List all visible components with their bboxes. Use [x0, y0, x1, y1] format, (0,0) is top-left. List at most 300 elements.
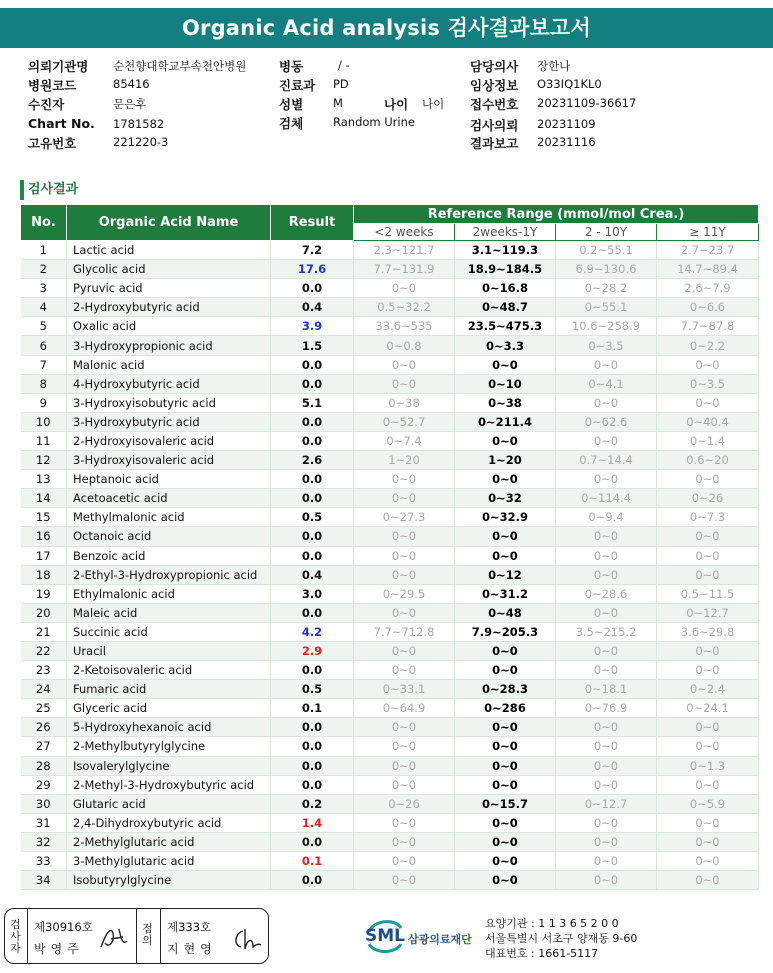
range-11y-plus: 0~0	[657, 641, 759, 660]
result-value: 0.1	[271, 852, 354, 871]
range-under-2-weeks: 0~0	[354, 813, 455, 832]
table-row	[21, 489, 759, 508]
table-row	[21, 871, 759, 890]
acid-name: Glycolic acid	[67, 260, 271, 279]
range-11y-plus: 0~0	[657, 546, 759, 565]
table-row	[21, 622, 759, 641]
acid-name: Acetoacetic acid	[67, 489, 271, 508]
header-range: <2 weeks	[354, 224, 455, 241]
range-under-2-weeks: 0~52.7	[354, 412, 455, 431]
range-2weeks-1y: 0~10	[455, 374, 556, 393]
range-11y-plus: 0~0	[657, 775, 759, 794]
result-value: 0.0	[271, 718, 354, 737]
row-no: 1	[21, 241, 67, 260]
range-under-2-weeks: 0~0	[354, 832, 455, 851]
range-2-10y: 10.6~258.9	[556, 317, 657, 336]
org-phone: 대표번호 : 1661-5117	[485, 947, 599, 960]
row-no: 21	[21, 622, 67, 641]
range-2-10y: 0~0	[556, 393, 657, 412]
range-under-2-weeks: 0~0	[354, 737, 455, 756]
row-no: 18	[21, 565, 67, 584]
range-under-2-weeks: 0~0	[354, 527, 455, 546]
range-under-2-weeks: 0~0	[354, 661, 455, 680]
section-title: 검사결과	[20, 180, 78, 200]
acid-name: Pyruvic acid	[67, 279, 271, 298]
result-value: 0.0	[271, 431, 354, 450]
range-2weeks-1y: 0~0	[455, 756, 556, 775]
range-2-10y: 0~0	[556, 470, 657, 489]
row-no: 34	[21, 871, 67, 890]
range-under-2-weeks: 0~0	[354, 871, 455, 890]
result-value: 3.0	[271, 584, 354, 603]
row-no: 6	[21, 336, 67, 355]
row-no: 33	[21, 852, 67, 871]
range-11y-plus: 0~0	[657, 813, 759, 832]
range-2-10y: 0~18.1	[556, 680, 657, 699]
acid-name: 2-Methylbutyrylglycine	[67, 737, 271, 756]
table-row	[21, 546, 759, 565]
info-value: 20231109-36617	[537, 96, 637, 110]
acid-name: Oxalic acid	[67, 317, 271, 336]
range-2weeks-1y: 0~32	[455, 489, 556, 508]
range-2weeks-1y: 0~31.2	[455, 584, 556, 603]
range-2weeks-1y: 0~0	[455, 775, 556, 794]
range-11y-plus: 0~7.3	[657, 508, 759, 527]
table-row	[21, 260, 759, 279]
range-2-10y: 0~0	[556, 527, 657, 546]
range-2-10y: 0~28.2	[556, 279, 657, 298]
range-2weeks-1y: 0~16.8	[455, 279, 556, 298]
result-value: 0.0	[271, 832, 354, 851]
row-no: 3	[21, 279, 67, 298]
range-2weeks-1y: 0~3.3	[455, 336, 556, 355]
range-11y-plus: 0~26	[657, 489, 759, 508]
range-2weeks-1y: 23.5~475.3	[455, 317, 556, 336]
row-no: 10	[21, 412, 67, 431]
range-2weeks-1y: 0~48.7	[455, 298, 556, 317]
acid-name: 2-Methyl-3-Hydroxybutyric acid	[67, 775, 271, 794]
range-11y-plus: 2.6~7.9	[657, 279, 759, 298]
acid-name: 3-Hydroxypropionic acid	[67, 336, 271, 355]
range-under-2-weeks: 0~26	[354, 794, 455, 813]
result-value: 2.9	[271, 641, 354, 660]
org-contact	[485, 916, 637, 961]
info-label: 고유번호	[28, 136, 77, 151]
table-row	[21, 565, 759, 584]
result-value: 0.0	[271, 470, 354, 489]
info-label: 담당의사	[470, 59, 519, 74]
acid-name: Fumaric acid	[67, 680, 271, 699]
range-under-2-weeks: 0~27.3	[354, 508, 455, 527]
org-address: 서울특별시 서초구 양재동 9-60	[485, 932, 638, 945]
range-2weeks-1y: 0~38	[455, 393, 556, 412]
result-value: 5.1	[271, 393, 354, 412]
header-range: 2 - 10Y	[556, 224, 657, 241]
info-label: 검사의뢰	[470, 118, 519, 133]
range-2-10y: 0~0	[556, 355, 657, 374]
info-label: 진료과	[279, 78, 316, 93]
info-value: 순천향대학교부속천안병원	[113, 59, 247, 73]
range-2weeks-1y: 0~0	[455, 355, 556, 374]
result-value: 0.0	[271, 775, 354, 794]
result-value: 0.0	[271, 412, 354, 431]
acid-name: Octanoic acid	[67, 527, 271, 546]
row-no: 14	[21, 489, 67, 508]
result-value: 0.5	[271, 680, 354, 699]
approver-license: 제333호	[167, 920, 212, 934]
range-under-2-weeks: 0~0	[354, 603, 455, 622]
info-value: 20231116	[537, 135, 596, 149]
table-row	[21, 451, 759, 470]
acid-name: Ethylmalonic acid	[67, 584, 271, 603]
range-2weeks-1y: 3.1~119.3	[455, 241, 556, 260]
results-table	[20, 204, 759, 890]
range-under-2-weeks: 0~38	[354, 393, 455, 412]
range-11y-plus: 0~0	[657, 393, 759, 412]
examiner-signature	[97, 923, 133, 953]
range-11y-plus: 0~0	[657, 737, 759, 756]
row-no: 22	[21, 641, 67, 660]
approver-label: 점의	[142, 922, 153, 947]
range-11y-plus: 7.7~87.8	[657, 317, 759, 336]
acid-name: 2-Hydroxyisovaleric acid	[67, 431, 271, 450]
result-value: 0.4	[271, 565, 354, 584]
table-row	[21, 813, 759, 832]
range-under-2-weeks: 7.7~131.9	[354, 260, 455, 279]
acid-name: Benzoic acid	[67, 546, 271, 565]
range-2weeks-1y: 0~0	[455, 718, 556, 737]
info-value: 85416	[113, 77, 150, 91]
row-no: 28	[21, 756, 67, 775]
range-11y-plus: 0~40.4	[657, 412, 759, 431]
range-under-2-weeks: 0~0	[354, 489, 455, 508]
acid-name: 2,4-Dihydroxybutyric acid	[67, 813, 271, 832]
range-11y-plus: 3.6~29.8	[657, 622, 759, 641]
report-title: Organic Acid analysis 검사결과보고서	[0, 8, 773, 48]
info-label: 수진자	[28, 97, 65, 112]
acid-name: Lactic acid	[67, 241, 271, 260]
range-2weeks-1y: 0~0	[455, 641, 556, 660]
acid-name: Methylmalonic acid	[67, 508, 271, 527]
result-value: 0.1	[271, 699, 354, 718]
row-no: 2	[21, 260, 67, 279]
range-2-10y: 0~0	[556, 431, 657, 450]
acid-name: Heptanoic acid	[67, 470, 271, 489]
range-under-2-weeks: 0~0	[354, 718, 455, 737]
examiner-license: 제30916호	[34, 920, 93, 934]
row-no: 24	[21, 680, 67, 699]
range-2weeks-1y: 0~0	[455, 527, 556, 546]
table-row	[21, 794, 759, 813]
result-value: 0.0	[271, 737, 354, 756]
info-label: 접수번호	[470, 97, 519, 112]
range-2-10y: 0.2~55.1	[556, 241, 657, 260]
result-value: 1.5	[271, 336, 354, 355]
range-11y-plus: 0.6~20	[657, 451, 759, 470]
table-row	[21, 431, 759, 450]
range-2-10y: 0~0	[556, 718, 657, 737]
range-under-2-weeks: 0~7.4	[354, 431, 455, 450]
result-value: 17.6	[271, 260, 354, 279]
row-no: 11	[21, 431, 67, 450]
range-under-2-weeks: 1~20	[354, 451, 455, 470]
range-2weeks-1y: 0~28.3	[455, 680, 556, 699]
result-value: 0.0	[271, 527, 354, 546]
header-no: No.	[21, 205, 67, 241]
table-row	[21, 527, 759, 546]
range-11y-plus: 0~1.3	[657, 756, 759, 775]
info-label: 의뢰기관명	[28, 59, 89, 74]
range-under-2-weeks: 7.7~712.8	[354, 622, 455, 641]
age-label: 나이	[384, 97, 409, 112]
acid-name: Succinic acid	[67, 622, 271, 641]
range-2-10y: 0~0	[556, 641, 657, 660]
range-2-10y: 0~0	[556, 661, 657, 680]
info-value: Random Urine	[333, 115, 415, 129]
acid-name: Glyceric acid	[67, 699, 271, 718]
table-row	[21, 298, 759, 317]
row-no: 8	[21, 374, 67, 393]
range-under-2-weeks: 0~0.8	[354, 336, 455, 355]
table-row	[21, 584, 759, 603]
range-11y-plus: 0~1.4	[657, 431, 759, 450]
range-2-10y: 0~0	[556, 775, 657, 794]
range-2weeks-1y: 0~211.4	[455, 412, 556, 431]
range-under-2-weeks: 0~0	[354, 374, 455, 393]
result-value: 2.6	[271, 451, 354, 470]
table-row	[21, 737, 759, 756]
row-no: 7	[21, 355, 67, 374]
range-under-2-weeks: 0~0	[354, 546, 455, 565]
range-11y-plus: 0~12.7	[657, 603, 759, 622]
patient-info	[0, 0, 773, 170]
info-label: 성별	[279, 97, 304, 112]
info-label: 병원코드	[28, 78, 77, 93]
range-2weeks-1y: 0~32.9	[455, 508, 556, 527]
row-no: 29	[21, 775, 67, 794]
range-2-10y: 0.7~14.4	[556, 451, 657, 470]
info-value: / -	[338, 58, 350, 72]
info-value: O33IQ1KL0	[537, 77, 602, 91]
row-no: 31	[21, 813, 67, 832]
acid-name: 2-Ketoisovaleric acid	[67, 661, 271, 680]
row-no: 20	[21, 603, 67, 622]
row-no: 23	[21, 661, 67, 680]
examiner-name: 박영주	[34, 942, 84, 956]
range-2-10y: 0~114.4	[556, 489, 657, 508]
range-11y-plus: 0~6.6	[657, 298, 759, 317]
table-row	[21, 775, 759, 794]
row-no: 19	[21, 584, 67, 603]
range-11y-plus: 0~5.9	[657, 794, 759, 813]
table-row	[21, 680, 759, 699]
header-range: 2weeks-1Y	[455, 224, 556, 241]
table-row	[21, 374, 759, 393]
range-2-10y: 0~0	[556, 756, 657, 775]
range-under-2-weeks: 2.3~121.7	[354, 241, 455, 260]
table-row	[21, 661, 759, 680]
row-no: 13	[21, 470, 67, 489]
range-11y-plus: 0~0	[657, 852, 759, 871]
result-value: 0.5	[271, 508, 354, 527]
examiner-label: 검사자	[10, 918, 21, 955]
logo-text: SML	[365, 926, 405, 946]
range-11y-plus: 0~2.2	[657, 336, 759, 355]
range-11y-plus: 0.5~11.5	[657, 584, 759, 603]
acid-name: 2-Hydroxybutyric acid	[67, 298, 271, 317]
row-no: 30	[21, 794, 67, 813]
table-row	[21, 832, 759, 851]
acid-name: 2-Methylglutaric acid	[67, 832, 271, 851]
range-under-2-weeks: 0~33.1	[354, 680, 455, 699]
range-under-2-weeks: 0~0	[354, 279, 455, 298]
range-2-10y: 6.9~130.6	[556, 260, 657, 279]
info-value: 장한나	[537, 59, 571, 73]
range-2-10y: 0~9.4	[556, 508, 657, 527]
acid-name: 5-Hydroxyhexanoic acid	[67, 718, 271, 737]
header-name: Organic Acid Name	[67, 205, 271, 241]
row-no: 15	[21, 508, 67, 527]
range-under-2-weeks: 0.5~32.2	[354, 298, 455, 317]
range-2weeks-1y: 7.9~205.3	[455, 622, 556, 641]
result-value: 0.0	[271, 661, 354, 680]
range-under-2-weeks: 0~0	[354, 641, 455, 660]
approver-name: 지현영	[167, 942, 217, 956]
result-value: 0.0	[271, 279, 354, 298]
table-row	[21, 852, 759, 871]
approver-signature	[229, 925, 265, 953]
acid-name: 3-Methylglutaric acid	[67, 852, 271, 871]
result-value: 4.2	[271, 622, 354, 641]
range-2weeks-1y: 0~0	[455, 431, 556, 450]
range-2weeks-1y: 0~0	[455, 661, 556, 680]
range-11y-plus: 0~0	[657, 832, 759, 851]
range-11y-plus: 0~0	[657, 661, 759, 680]
row-no: 25	[21, 699, 67, 718]
acid-name: Uracil	[67, 641, 271, 660]
table-row	[21, 508, 759, 527]
range-2weeks-1y: 0~286	[455, 699, 556, 718]
range-under-2-weeks: 0~0	[354, 852, 455, 871]
range-2-10y: 3.5~215.2	[556, 622, 657, 641]
range-2weeks-1y: 0~0	[455, 832, 556, 851]
info-value: 20231109	[537, 117, 596, 131]
range-11y-plus: 0~2.4	[657, 680, 759, 699]
range-11y-plus: 0~0	[657, 718, 759, 737]
acid-name: Malonic acid	[67, 355, 271, 374]
range-11y-plus: 0~0	[657, 565, 759, 584]
row-no: 32	[21, 832, 67, 851]
range-11y-plus: 0~0	[657, 355, 759, 374]
row-no: 27	[21, 737, 67, 756]
range-under-2-weeks: 0~0	[354, 775, 455, 794]
range-2-10y: 0~3.5	[556, 336, 657, 355]
table-row	[21, 756, 759, 775]
result-value: 0.0	[271, 546, 354, 565]
info-label: Chart No.	[28, 116, 95, 131]
table-row	[21, 393, 759, 412]
range-under-2-weeks: 0~0	[354, 470, 455, 489]
range-11y-plus: 2.7~23.7	[657, 241, 759, 260]
acid-name: Isobutyrylglycine	[67, 871, 271, 890]
org-code: 요양기관 : 1 1 3 6 5 2 0 0	[485, 917, 619, 930]
range-2-10y: 0~0	[556, 603, 657, 622]
result-value: 7.2	[271, 241, 354, 260]
result-value: 3.9	[271, 317, 354, 336]
table-row	[21, 336, 759, 355]
range-2weeks-1y: 18.9~184.5	[455, 260, 556, 279]
acid-name: 3-Hydroxyisovaleric acid	[67, 451, 271, 470]
header-result: Result	[271, 205, 354, 241]
result-value: 0.0	[271, 603, 354, 622]
range-2-10y: 0~28.6	[556, 584, 657, 603]
info-value: PD	[333, 77, 349, 91]
range-2-10y: 0~0	[556, 813, 657, 832]
table-row	[21, 641, 759, 660]
acid-name: 2-Ethyl-3-Hydroxypropionic acid	[67, 565, 271, 584]
range-11y-plus: 0~24.1	[657, 699, 759, 718]
acid-name: 3-Hydroxyisobutyric acid	[67, 393, 271, 412]
acid-name: 4-Hydroxybutyric acid	[67, 374, 271, 393]
range-11y-plus: 14.7~89.4	[657, 260, 759, 279]
row-no: 26	[21, 718, 67, 737]
range-11y-plus: 0~0	[657, 871, 759, 890]
range-2-10y: 0~12.7	[556, 794, 657, 813]
result-value: 0.0	[271, 871, 354, 890]
result-value: 0.4	[271, 298, 354, 317]
table-row	[21, 355, 759, 374]
range-under-2-weeks: 0~29.5	[354, 584, 455, 603]
range-2weeks-1y: 0~48	[455, 603, 556, 622]
range-2weeks-1y: 0~15.7	[455, 794, 556, 813]
range-2-10y: 0~0	[556, 852, 657, 871]
row-no: 12	[21, 451, 67, 470]
range-2weeks-1y: 0~0	[455, 546, 556, 565]
info-label: 결과보고	[470, 136, 519, 151]
table-row	[21, 412, 759, 431]
range-under-2-weeks: 0~64.9	[354, 699, 455, 718]
org-name: 삼광의료재단	[408, 933, 472, 946]
header-range: ≥ 11Y	[657, 224, 759, 241]
range-11y-plus: 0~0	[657, 470, 759, 489]
range-2-10y: 0~0	[556, 565, 657, 584]
range-2-10y: 0~0	[556, 871, 657, 890]
age-value: 나이	[422, 97, 445, 111]
row-no: 5	[21, 317, 67, 336]
result-value: 0.0	[271, 355, 354, 374]
signature-box	[4, 908, 269, 964]
result-value: 0.0	[271, 756, 354, 775]
row-no: 9	[21, 393, 67, 412]
result-value: 0.0	[271, 489, 354, 508]
range-under-2-weeks: 0~0	[354, 565, 455, 584]
range-2-10y: 0~0	[556, 546, 657, 565]
range-2weeks-1y: 0~12	[455, 565, 556, 584]
acid-name: Isovalerylglycine	[67, 756, 271, 775]
table-row	[21, 317, 759, 336]
range-2weeks-1y: 0~0	[455, 470, 556, 489]
result-value: 1.4	[271, 813, 354, 832]
result-value: 0.2	[271, 794, 354, 813]
range-2weeks-1y: 0~0	[455, 871, 556, 890]
info-value: M	[333, 96, 343, 110]
range-11y-plus: 0~3.5	[657, 374, 759, 393]
row-no: 4	[21, 298, 67, 317]
result-value: 0.0	[271, 374, 354, 393]
range-2weeks-1y: 1~20	[455, 451, 556, 470]
table-row	[21, 603, 759, 622]
range-11y-plus: 0~0	[657, 527, 759, 546]
